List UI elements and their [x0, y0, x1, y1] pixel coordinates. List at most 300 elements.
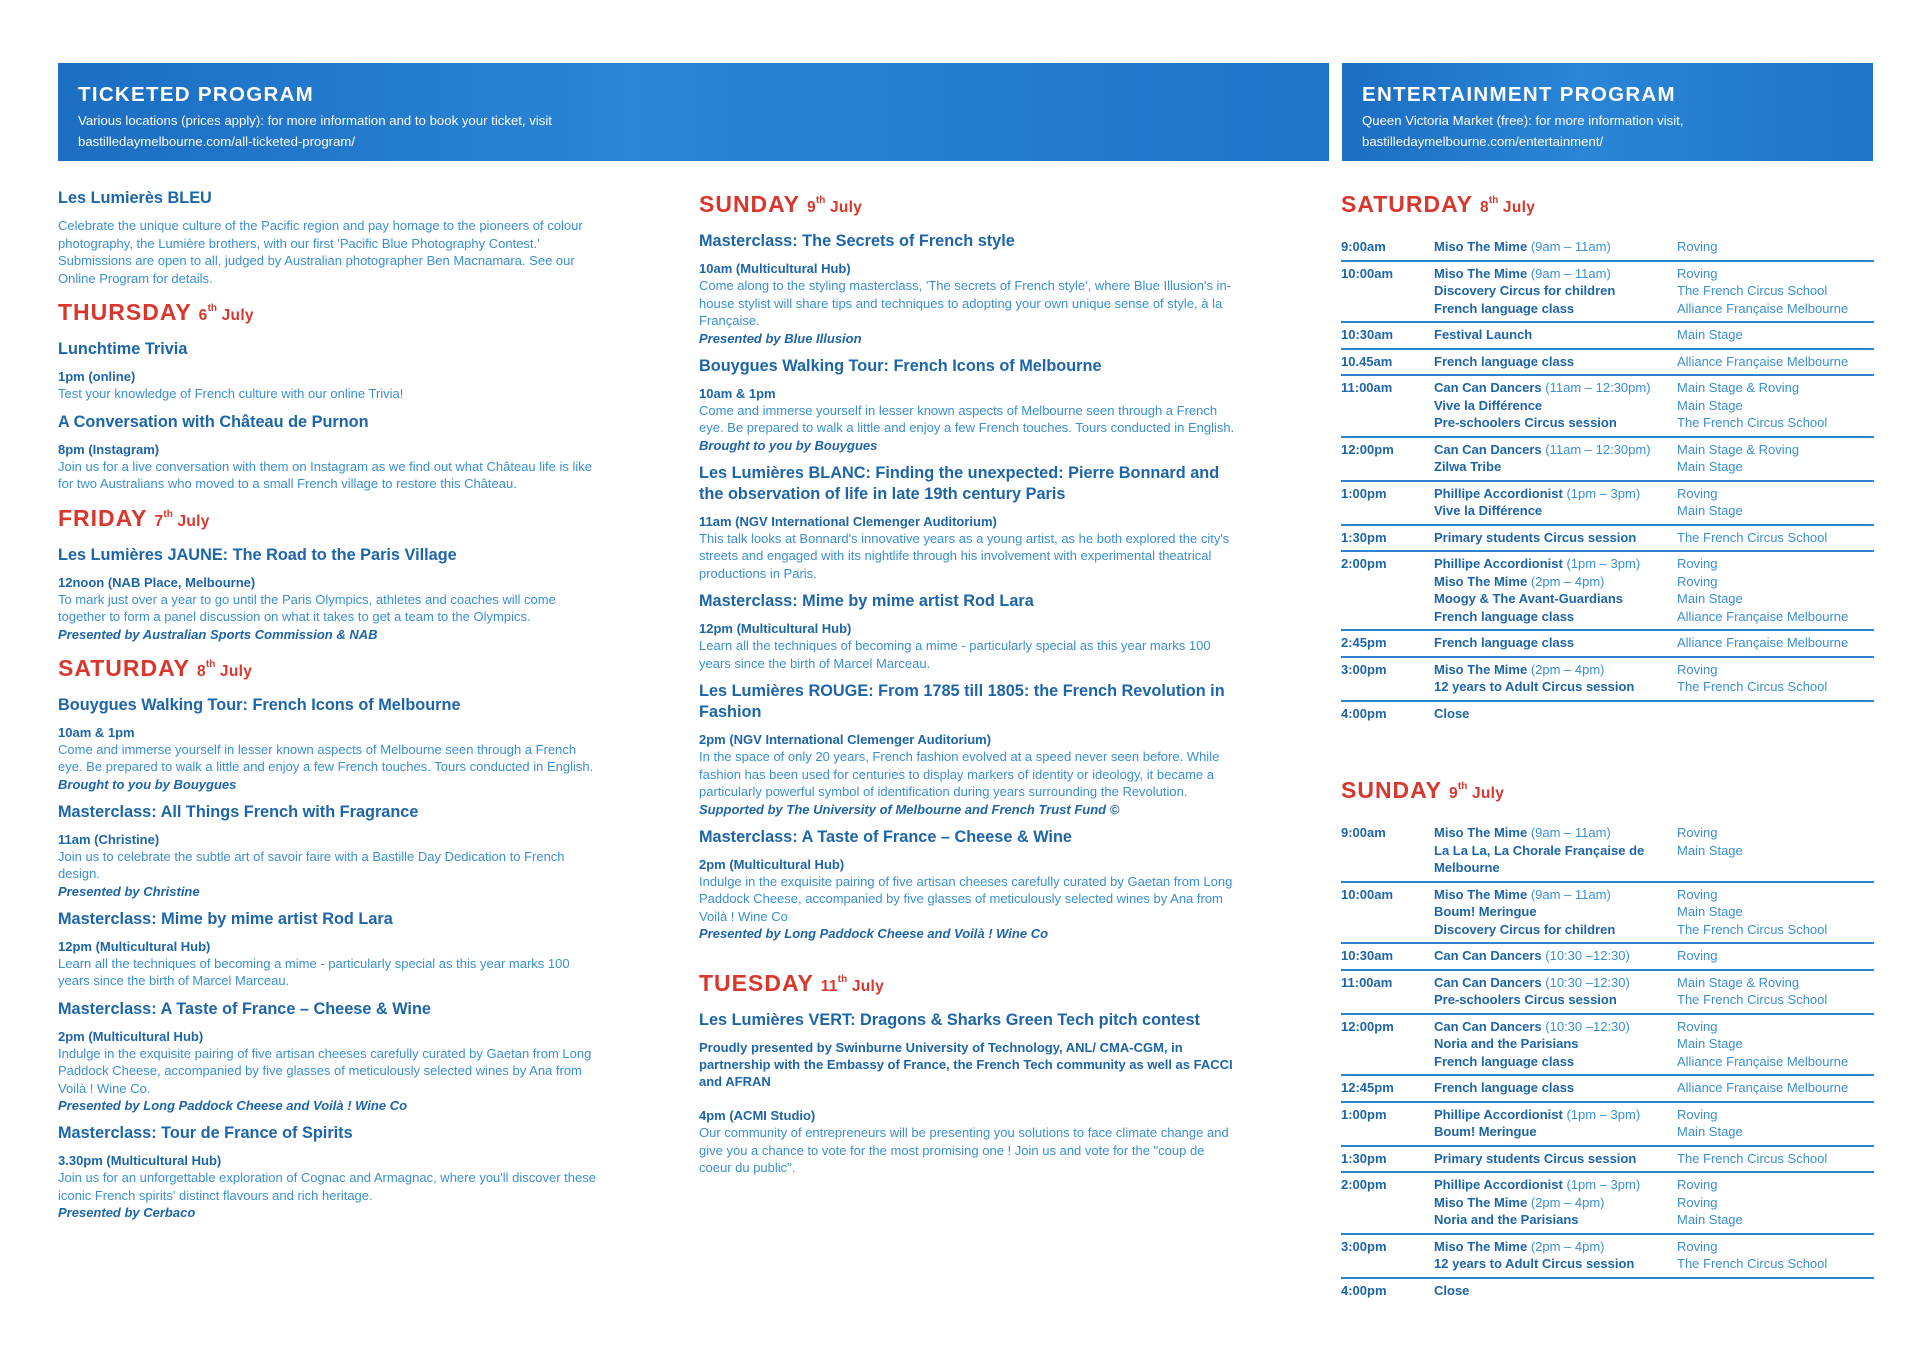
event-presenter: Brought to you by Bouygues — [699, 437, 878, 453]
act-time-range: (10:30 –12:30) — [1545, 974, 1630, 990]
schedule-act — [1434, 441, 1671, 459]
schedule-act — [1434, 921, 1671, 939]
schedule-acts — [1434, 974, 1677, 1009]
schedule-row — [1341, 235, 1874, 262]
act-time-range: (11am – 12:30pm) — [1545, 441, 1651, 457]
event-description: Indulge in the exquisite pairing of five artisan cheeses carefully curated by Gaetan from Long Paddock Cheese, accompanied by five glasses of meticulously selected wines by Ana from Voilà ! Wine Co. — [58, 1045, 592, 1096]
schedule-act — [1434, 573, 1671, 591]
event-item — [699, 681, 1237, 818]
schedule-time: 9:00am — [1341, 239, 1386, 254]
schedule-venue: The French Circus School — [1677, 529, 1828, 545]
schedule-acts — [1434, 265, 1677, 318]
schedule-venue: Alliance Française Melbourne — [1677, 300, 1849, 316]
event-item — [58, 1123, 598, 1221]
schedule-time: 12:00pm — [1341, 441, 1394, 457]
ticketed-program-url[interactable]: bastilledaymelbourne.com/all-ticketed-program/ — [78, 134, 356, 149]
schedule-venues — [1677, 1282, 1874, 1300]
schedule-row — [1341, 658, 1874, 702]
schedule-time: 2:00pm — [1341, 556, 1387, 571]
schedule-venue: Roving — [1677, 1238, 1718, 1254]
schedule-acts — [1434, 379, 1677, 432]
schedule-row — [1341, 1279, 1874, 1304]
act-time-range: (9am – 11am) — [1530, 886, 1611, 902]
sunday-events — [699, 231, 1237, 942]
event-description: Learn all the techniques of becoming a mime - particularly special as this year marks 100 years since the birth of Marcel Marceau. — [58, 955, 570, 988]
schedule-row — [1341, 526, 1874, 553]
event-item — [58, 909, 598, 990]
schedule-venue: Alliance Française Melbourne — [1677, 1053, 1849, 1069]
act-time-range: (11am – 12:30pm) — [1545, 380, 1651, 395]
schedule-act — [1434, 379, 1671, 397]
act-name: Can Can Dancers — [1434, 1018, 1542, 1034]
event-title: Les Lumières VERT: Dragons & Sharks Green Tech pitch contest — [699, 1011, 1200, 1029]
event-title: Masterclass: Mime by mime artist Rod Lara — [699, 592, 1034, 610]
act-name: French language class — [1434, 1080, 1575, 1095]
act-name: Miso The Mime — [1434, 825, 1528, 840]
schedule-venue: Main Stage & Roving — [1677, 974, 1800, 990]
schedule-venues — [1677, 238, 1874, 256]
schedule-act — [1434, 974, 1671, 992]
schedule-time: 2:00pm — [1341, 1177, 1387, 1192]
event-title: Masterclass: A Taste of France – Cheese & Wine — [58, 999, 431, 1018]
schedule-act — [1434, 1282, 1671, 1300]
friday-events — [58, 545, 598, 643]
schedule-venue: Main Stage — [1677, 1124, 1743, 1139]
event-description: In the space of only 20 years, French fashion evolved at a speed never seen before. While fashion has been used for centuries to display markers of identity or ideology, it became a particularly powerful symbol of identification during years surrounding the Revolution. — [699, 749, 1220, 799]
schedule-venues — [1677, 485, 1874, 520]
act-name: Can Can Dancers — [1434, 948, 1542, 963]
ticketed-program-title: TICKETED PROGRAM — [78, 83, 315, 106]
entertainment-program-banner — [1342, 63, 1873, 161]
event-title: Bouygues Walking Tour: French Icons of Melbourne — [58, 695, 461, 714]
act-time-range: (2pm – 4pm) — [1530, 573, 1605, 589]
schedule-acts — [1434, 555, 1677, 625]
event-les-lumieres-vert — [699, 1010, 1237, 1177]
schedule-acts — [1434, 1018, 1677, 1071]
act-name: Vive la Différence — [1434, 503, 1543, 518]
schedule-venues — [1677, 265, 1874, 318]
schedule-venues — [1677, 353, 1874, 371]
event-description: This talk looks at Bonnard's innovative years as a young artist, as he both explored the city's streets and engaged with its nightlife through his involvement with experimental theatrical productions in Paris. — [699, 530, 1230, 581]
day-heading-tuesday: TUESDAY 11th July — [699, 970, 885, 996]
event-presenter: Presented by Cerbaco — [58, 1205, 196, 1220]
schedule-acts — [1434, 1079, 1677, 1097]
schedule-venue: Alliance Française Melbourne — [1677, 635, 1849, 650]
act-time-range: (1pm – 3pm) — [1566, 556, 1641, 571]
schedule-act — [1434, 1079, 1671, 1097]
act-name: Discovery Circus for children — [1434, 283, 1616, 298]
act-name: Miso The Mime — [1434, 1238, 1528, 1254]
schedule-venue: Main Stage — [1677, 1212, 1743, 1227]
event-time-location: 12noon (NAB Place, Melbourne) — [58, 574, 256, 590]
ticketed-program-banner — [58, 63, 1329, 161]
schedule-acts — [1434, 661, 1677, 696]
schedule-act — [1434, 1150, 1671, 1168]
act-name: Boum! Meringue — [1434, 904, 1537, 919]
day-heading-sunday: SUNDAY 9th July — [699, 191, 863, 217]
act-time-range: (1pm – 3pm) — [1566, 1177, 1641, 1192]
event-item — [58, 545, 598, 643]
act-time-range: (1pm – 3pm) — [1566, 1106, 1641, 1122]
act-name: Noria and the Parisians — [1434, 1212, 1579, 1227]
schedule-venue — [1677, 1282, 1874, 1300]
act-name: Miso The Mime — [1434, 1194, 1528, 1210]
schedule-venue: Main Stage & Roving — [1677, 380, 1800, 395]
event-description: Our community of entrepreneurs will be presenting you solutions to face climate change and give you a chance to vote for the most promising one ! Join us and vote for the "coup de coeur du public". — [699, 1125, 1229, 1175]
schedule-act — [1434, 991, 1671, 1009]
event-time-location: 1pm (online) — [58, 369, 136, 384]
act-name: Primary students Circus session — [1434, 529, 1637, 545]
schedule-time: 1:30pm — [1341, 1150, 1387, 1166]
day-heading-friday: FRIDAY 7th July — [58, 504, 210, 531]
event-title: Masterclass: Tour de France of Spirits — [58, 1124, 353, 1142]
schedule-row — [1341, 323, 1874, 350]
schedule-act — [1434, 1123, 1671, 1141]
schedule-time: 9:00am — [1341, 825, 1386, 840]
schedule-act — [1434, 397, 1671, 415]
act-name: Phillipe Accordionist — [1434, 1177, 1563, 1192]
event-item — [699, 463, 1237, 583]
ticketed-column-right — [699, 188, 1237, 1186]
act-time-range: (9am – 11am) — [1530, 825, 1611, 840]
schedule-venue: Alliance Française Melbourne — [1677, 608, 1849, 624]
schedule-venue: The French Circus School — [1677, 283, 1828, 298]
act-name: Vive la Différence — [1434, 397, 1543, 413]
act-name: French language class — [1434, 608, 1575, 624]
event-time-location: 12pm (Multicultural Hub) — [58, 938, 211, 954]
schedule-venues — [1677, 441, 1874, 476]
act-name: 12 years to Adult Circus session — [1434, 1256, 1635, 1271]
act-name: Miso The Mime — [1434, 661, 1528, 677]
schedule-act — [1434, 353, 1671, 371]
schedule-acts — [1434, 886, 1677, 939]
schedule-act — [1434, 265, 1671, 283]
event-item — [58, 802, 598, 900]
event-partners: Proudly presented by Swinburne University of Technology, ANL/ CMA-CGM, in partnership with the Embassy of France, the French Tech community as well as FACCI and AFRAN — [699, 1040, 1233, 1089]
event-title: Masterclass: Mime by mime artist Rod Lara — [58, 909, 393, 928]
schedule-row — [1341, 1173, 1874, 1235]
schedule-venues — [1677, 661, 1874, 696]
act-name: Noria and the Parisians — [1434, 1036, 1579, 1051]
schedule-time: 10:00am — [1341, 886, 1394, 902]
schedule-time: 1:00pm — [1341, 1106, 1387, 1122]
event-presenter: Presented by Long Paddock Cheese and Voilà ! Wine Co — [699, 926, 1049, 941]
schedule-acts — [1434, 1106, 1677, 1141]
schedule-time: 12:45pm — [1341, 1080, 1394, 1095]
schedule-venues — [1677, 379, 1874, 432]
act-name: La La La, La Chorale Française de Melbourne — [1434, 842, 1645, 875]
schedule-venue: The French Circus School — [1677, 992, 1828, 1007]
schedule-act — [1434, 1211, 1671, 1229]
schedule-venue: The French Circus School — [1677, 679, 1828, 694]
schedule-act — [1434, 1106, 1671, 1124]
schedule-act — [1434, 590, 1671, 608]
act-name: French language class — [1434, 1053, 1575, 1069]
schedule-venues — [1677, 529, 1874, 547]
schedule-act — [1434, 1018, 1671, 1036]
act-time-range: (10:30 –12:30) — [1545, 948, 1630, 963]
schedule-venues — [1677, 326, 1874, 344]
schedule-time: 4:00pm — [1341, 705, 1387, 721]
schedule-time: 3:00pm — [1341, 1238, 1387, 1254]
act-name: Festival Launch — [1434, 327, 1533, 342]
entertainment-column — [1341, 188, 1874, 1309]
schedule-venue: Main Stage — [1677, 591, 1743, 606]
schedule-act — [1434, 947, 1671, 965]
event-time-location: 10am & 1pm — [58, 724, 135, 740]
entertainment-program-url[interactable]: bastilledaymelbourne.com/entertainment/ — [1362, 134, 1604, 149]
act-name: Miso The Mime — [1434, 886, 1528, 902]
event-description: Learn all the techniques of becoming a mime - particularly special as this year marks 100 years since the birth of Marcel Marceau. — [699, 638, 1211, 671]
event-description: Join us to celebrate the subtle art of savoir faire with a Bastille Day Dedication to French design. — [58, 848, 565, 881]
act-time-range: (2pm – 4pm) — [1530, 1194, 1605, 1210]
schedule-acts — [1434, 1150, 1677, 1168]
event-time-location: 11am (NGV International Clemenger Auditorium) — [699, 513, 997, 529]
schedule-venues — [1677, 824, 1874, 877]
event-item — [699, 356, 1237, 454]
event-title: Masterclass: The Secrets of French style — [699, 232, 1015, 250]
schedule-acts — [1434, 1176, 1677, 1229]
schedule-venue: Main Stage — [1677, 327, 1743, 342]
thursday-events — [58, 339, 598, 493]
act-name: Close — [1434, 705, 1470, 721]
schedule-venue: Roving — [1677, 661, 1718, 677]
schedule-venues — [1677, 555, 1874, 625]
schedule-act — [1434, 458, 1671, 476]
act-name: French language class — [1434, 353, 1575, 369]
schedule-time: 10:30am — [1341, 948, 1394, 963]
event-description: Come and immerse yourself in lesser known aspects of Melbourne seen through a French eye. Be prepared to walk a little and enjoy a few French touches. Tours conducted in English. — [699, 402, 1235, 435]
event-title: Lunchtime Trivia — [58, 340, 188, 358]
schedule-venue: Roving — [1677, 1194, 1718, 1210]
schedule-time: 11:00am — [1341, 974, 1393, 990]
schedule-act — [1434, 705, 1671, 723]
event-presenter: Presented by Christine — [58, 883, 200, 899]
act-name: Miso The Mime — [1434, 239, 1528, 254]
schedule-act — [1434, 300, 1671, 318]
schedule-venue: The French Circus School — [1677, 1256, 1828, 1271]
act-name: 12 years to Adult Circus session — [1434, 679, 1635, 694]
event-item — [699, 231, 1237, 347]
schedule-row — [1341, 1235, 1874, 1279]
event-description: Join us for an unforgettable exploration of Cognac and Armagnac, where you'll discover these iconic French spirits' distinct flavours and rich heritage. — [58, 1170, 596, 1203]
event-description: Come and immerse yourself in lesser known aspects of Melbourne seen through a French eye. Be prepared to walk a little and enjoy a few French touches. Tours conducted in English. — [58, 741, 594, 774]
schedule-row — [1341, 350, 1874, 377]
schedule-venues — [1677, 634, 1874, 652]
schedule-row — [1341, 1076, 1874, 1103]
act-name: Can Can Dancers — [1434, 974, 1542, 990]
schedule-venue: Roving — [1677, 1106, 1718, 1122]
schedule-act — [1434, 414, 1671, 432]
schedule-row — [1341, 702, 1874, 727]
schedule-time: 12:00pm — [1341, 1018, 1394, 1034]
event-title: Les Lumières BLANC: Finding the unexpected: Pierre Bonnard and the observation of life in late 19th century Paris — [699, 463, 1220, 503]
schedule-venues — [1677, 974, 1874, 1009]
schedule-act — [1434, 282, 1671, 300]
act-name: Primary students Circus session — [1434, 1150, 1637, 1166]
act-name: Pre-schoolers Circus session — [1434, 415, 1617, 430]
act-name: Zilwa Tribe — [1434, 459, 1502, 474]
schedule-row — [1341, 482, 1874, 526]
schedule-acts — [1434, 947, 1677, 965]
event-item — [699, 591, 1237, 672]
schedule-venue: Main Stage — [1677, 503, 1743, 518]
event-presenter: Presented by Australian Sports Commission & NAB — [58, 626, 378, 642]
event-title: Les Lumières ROUGE: From 1785 till 1805: the French Revolution in Fashion — [699, 682, 1225, 721]
saturday-events — [58, 695, 598, 1222]
event-title: Bouygues Walking Tour: French Icons of Melbourne — [699, 356, 1102, 375]
schedule-act — [1434, 634, 1671, 652]
entertainment-program-info: Queen Victoria Market (free): for more information visit, bastilledaymelbourne.com/entertainment/ — [1362, 113, 1684, 149]
act-name: Phillipe Accordionist — [1434, 485, 1563, 501]
schedule-act — [1434, 555, 1671, 573]
event-time-location: 10am & 1pm — [699, 385, 776, 401]
schedule-venue: The French Circus School — [1677, 1150, 1828, 1166]
event-time-location: 2pm (Multicultural Hub) — [58, 1028, 204, 1044]
event-title: Les Lumierès BLEU — [58, 189, 212, 207]
schedule-act — [1434, 238, 1671, 256]
schedule-act — [1434, 1255, 1671, 1273]
schedule-acts — [1434, 1238, 1677, 1273]
entertainment-program-title: ENTERTAINMENT PROGRAM — [1362, 83, 1676, 106]
schedule-time: 10:00am — [1341, 265, 1394, 281]
schedule-venue: Roving — [1677, 825, 1718, 840]
schedule-act — [1434, 1035, 1671, 1053]
schedule-acts — [1434, 634, 1677, 652]
act-name: Boum! Meringue — [1434, 1124, 1537, 1139]
event-description: To mark just over a year to go until the Paris Olympics, athletes and coaches will come together to form a panel discussion on what it takes to get a team to the Olympics. — [58, 591, 556, 624]
event-item — [58, 695, 598, 793]
act-name: Miso The Mime — [1434, 265, 1528, 281]
schedule-venue — [1677, 705, 1874, 723]
schedule-venue: Main Stage — [1677, 459, 1743, 474]
schedule-venue: Roving — [1677, 886, 1718, 902]
schedule-act — [1434, 502, 1671, 520]
event-description: Celebrate the unique culture of the Pacific region and pay homage to the pioneers of colour photography, the Lumière brothers, with our first 'Pacific Blue Photography Contest.' Submissions are open to all, judged by Australian photographer Ben Macnamara. See our Online Program for details. — [58, 218, 583, 286]
schedule-venue: Roving — [1677, 485, 1718, 501]
event-presenter: Presented by Long Paddock Cheese and Voilà ! Wine Co — [58, 1098, 408, 1113]
schedule-venue: Roving — [1677, 239, 1718, 254]
act-name: French language class — [1434, 635, 1575, 650]
schedule-venue: Alliance Française Melbourne — [1677, 353, 1849, 369]
schedule-time: 1:30pm — [1341, 529, 1387, 545]
schedule-venues — [1677, 1238, 1874, 1273]
schedule-act — [1434, 485, 1671, 503]
schedule-row — [1341, 971, 1874, 1015]
schedule-venue: Main Stage — [1677, 842, 1743, 858]
act-name: Can Can Dancers — [1434, 380, 1542, 395]
schedule-venue: Main Stage & Roving — [1677, 441, 1800, 457]
schedule-acts — [1434, 1282, 1677, 1300]
event-item — [58, 412, 598, 493]
schedule-row — [1341, 1147, 1874, 1174]
schedule-venues — [1677, 1176, 1874, 1229]
schedule-venue: The French Circus School — [1677, 415, 1828, 430]
schedule-acts — [1434, 824, 1677, 877]
schedule-row — [1341, 1015, 1874, 1077]
schedule-time: 3:00pm — [1341, 661, 1387, 677]
schedule-acts — [1434, 441, 1677, 476]
schedule-acts — [1434, 529, 1677, 547]
schedule-act — [1434, 1194, 1671, 1212]
day-heading-thursday: THURSDAY 6th July — [58, 299, 254, 325]
act-time-range: (2pm – 4pm) — [1530, 1238, 1605, 1254]
event-time-location: 10am (Multicultural Hub) — [699, 261, 851, 276]
event-title: A Conversation with Château de Purnon — [58, 412, 369, 431]
ticketed-program-info: Various locations (prices apply): for more information and to book your ticket, visit bastilledaymelbourne.com/all-ticketed-program/ — [78, 113, 552, 149]
schedule-venue: Main Stage — [1677, 1036, 1743, 1051]
act-time-range: (9am – 11am) — [1530, 239, 1611, 254]
event-time-location: 3.30pm (Multicultural Hub) — [58, 1153, 222, 1168]
schedule-time: 4:00pm — [1341, 1282, 1387, 1298]
schedule-acts — [1434, 353, 1677, 371]
act-name: Miso The Mime — [1434, 573, 1528, 589]
schedule-venues — [1677, 1150, 1874, 1168]
event-item — [58, 999, 598, 1115]
schedule-venue: Main Stage — [1677, 904, 1743, 919]
schedule-venues — [1677, 947, 1874, 965]
event-title: Masterclass: All Things French with Fragrance — [58, 802, 419, 821]
schedule-row — [1341, 944, 1874, 971]
event-title: Les Lumières JAUNE: The Road to the Paris Village — [58, 545, 457, 564]
schedule-act — [1434, 1053, 1671, 1071]
event-description: Indulge in the exquisite pairing of five artisan cheeses carefully curated by Gaetan from Long Paddock Cheese, accompanied by five glasses of meticulously selected wines by Ana from Voilà ! Wine Co — [699, 873, 1233, 924]
event-time-location: 8pm (Instagram) — [58, 441, 160, 457]
schedule-venue: Main Stage — [1677, 397, 1743, 413]
event-description: Test your knowledge of French culture with our online Trivia! — [58, 386, 404, 401]
schedule-row — [1341, 631, 1874, 658]
event-les-lumieres-bleu — [58, 188, 598, 287]
schedule-venue: Alliance Française Melbourne — [1677, 1080, 1849, 1095]
event-time-location: 2pm (NGV International Clemenger Auditorium) — [699, 732, 992, 747]
schedule-row — [1341, 438, 1874, 482]
schedule-act — [1434, 1238, 1671, 1256]
event-time-location: 11am (Christine) — [58, 831, 160, 847]
schedule-venue: Roving — [1677, 573, 1718, 589]
act-name: Discovery Circus for children — [1434, 921, 1616, 937]
act-name: Close — [1434, 1282, 1470, 1298]
act-time-range: (2pm – 4pm) — [1530, 661, 1605, 677]
schedule-acts — [1434, 238, 1677, 256]
event-item — [699, 827, 1237, 943]
schedule-acts — [1434, 326, 1677, 344]
schedule-row — [1341, 1103, 1874, 1147]
act-time-range: (10:30 –12:30) — [1545, 1018, 1630, 1034]
schedule-act — [1434, 529, 1671, 547]
schedule-venues — [1677, 1106, 1874, 1141]
schedule-act — [1434, 661, 1671, 679]
schedule-acts — [1434, 705, 1677, 723]
schedule-act — [1434, 824, 1671, 842]
ticketed-column-left — [58, 188, 598, 1230]
schedule-row — [1341, 883, 1874, 945]
day-heading-saturday-entertainment: SATURDAY 8th July — [1341, 191, 1536, 217]
schedule-time: 1:00pm — [1341, 485, 1387, 501]
schedule-venues — [1677, 1018, 1874, 1071]
schedule-row — [1341, 262, 1874, 324]
schedule-row — [1341, 376, 1874, 438]
act-time-range: (1pm – 3pm) — [1566, 485, 1641, 501]
act-name: Can Can Dancers — [1434, 441, 1542, 457]
schedule-venue: Roving — [1677, 1177, 1718, 1192]
schedule-venues — [1677, 1079, 1874, 1097]
event-time-location: 12pm (Multicultural Hub) — [699, 621, 852, 636]
act-name: Moogy & The Avant-Guardians — [1434, 591, 1623, 606]
schedule-sunday — [1341, 821, 1874, 1303]
schedule-venues — [1677, 705, 1874, 723]
act-name: Pre-schoolers Circus session — [1434, 992, 1617, 1007]
event-title: Masterclass: A Taste of France – Cheese & Wine — [699, 827, 1072, 846]
